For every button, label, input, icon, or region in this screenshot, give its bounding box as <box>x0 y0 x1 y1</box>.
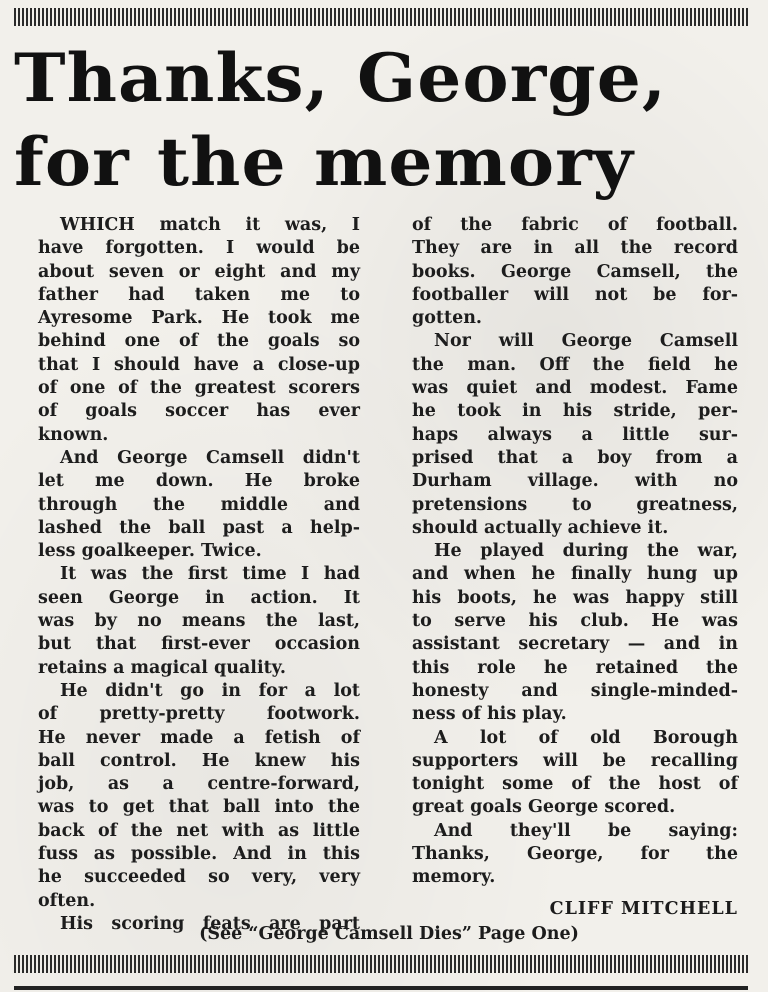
text-line: ness of his play. <box>412 704 567 725</box>
text-line: of pretty-pretty footwork. <box>38 704 360 725</box>
text-line: memory. <box>412 867 496 888</box>
text-line: was quiet and modest. Fame <box>412 378 738 399</box>
text-line: Ayresome Park. He took me <box>38 308 360 329</box>
text-line: this role he retained the <box>412 657 738 678</box>
text-line: have forgotten. I would be <box>38 238 360 259</box>
text-line: often. <box>38 890 96 911</box>
headline-word: the <box>156 123 287 201</box>
text-line: known. <box>38 424 109 445</box>
text-line: of one of the greatest scorers <box>38 378 360 399</box>
bottom-hatched-rule <box>14 955 748 973</box>
text-line: WHICH match it was, I <box>60 215 360 235</box>
text-line: assistant secretary — and in <box>412 634 738 655</box>
text-line: that I should have a close-up <box>38 354 360 375</box>
text-line: They are in all the record <box>412 238 738 259</box>
top-hatched-rule <box>14 8 748 26</box>
headline <box>14 36 768 204</box>
text-line: was by no means the last, <box>38 611 360 632</box>
text-line: He never made a fetish of <box>38 727 360 748</box>
headline-word: memory <box>313 123 634 201</box>
text-line: great goals George scored. <box>412 797 676 818</box>
byline: CLIFF MITCHELL <box>549 899 738 919</box>
headline-word: for <box>14 123 130 201</box>
text-line: he took in his stride, per- <box>412 401 738 422</box>
text-line: let me down. He broke <box>38 471 360 492</box>
text-line: footballer will not be for- <box>412 284 738 305</box>
see-also-reference <box>0 924 768 944</box>
text-line: tonight some of the host of <box>412 774 738 795</box>
left-column <box>38 214 360 936</box>
text-line: supporters will be recalling <box>412 750 738 771</box>
text-line: pretensions to greatness, <box>412 494 738 515</box>
text-line: back of the net with as little <box>38 820 360 841</box>
text-line: Durham village. with no <box>412 471 738 492</box>
text-line: was to get that ball into the <box>38 797 360 818</box>
text-line: His scoring feats are part <box>60 913 360 934</box>
text-line: retains a magical quality. <box>38 657 286 678</box>
text-line: And George Camsell didn't <box>60 447 360 468</box>
text-line: of the fabric of football. <box>412 215 738 235</box>
text-line: And they'll be saying: <box>434 820 738 841</box>
text-line: ball control. He knew his <box>38 750 360 771</box>
text-line: Nor will George Camsell <box>434 331 738 352</box>
text-line: job, as a centre-forward, <box>38 774 360 795</box>
headline-line-2 <box>14 120 768 204</box>
text-line: but that first-ever occasion <box>38 634 360 655</box>
text-line: behind one of the goals so <box>38 331 360 352</box>
text-line: he succeeded so very, very <box>38 867 360 888</box>
text-line: to serve his club. He was <box>412 611 738 632</box>
text-line: through the middle and <box>38 494 360 515</box>
text-line: books. George Camsell, the <box>412 261 738 282</box>
text-line: should actually achieve it. <box>412 517 669 538</box>
text-line: about seven or eight and my <box>38 261 360 282</box>
text-line: the man. Off the field he <box>412 354 738 375</box>
text-line: seen George in action. It <box>38 587 360 608</box>
text-line: gotten. <box>412 308 483 329</box>
text-line: of goals soccer has ever <box>38 401 360 422</box>
text-line: prised that a boy from a <box>412 447 738 468</box>
text-line: lashed the ball past a help- <box>38 517 360 538</box>
text-line: fuss as possible. And in this <box>38 844 360 865</box>
text-line: and when he finally hung up <box>412 564 738 585</box>
text-line: haps always a little sur- <box>412 424 738 445</box>
text-line: his boots, he was happy still <box>412 587 738 608</box>
text-line: less goalkeeper. Twice. <box>38 541 262 562</box>
text-line: honesty and single-minded- <box>412 680 738 701</box>
see-also-text: (See “George Camsell Dies” Page One) <box>199 924 579 944</box>
text-line: He played during the war, <box>434 541 738 562</box>
bottom-border-line <box>14 986 748 990</box>
text-line: A lot of old Borough <box>434 727 738 748</box>
text-line: Thanks, George, for the <box>412 844 738 865</box>
headline-line-1 <box>14 36 768 120</box>
text-line: He didn't go in for a lot <box>60 680 360 701</box>
text-line: father had taken me to <box>38 284 360 305</box>
headline-word: George, <box>357 39 668 117</box>
right-column <box>412 214 738 890</box>
headline-word: Thanks, <box>14 39 330 117</box>
text-line: It was the first time I had <box>60 564 360 585</box>
